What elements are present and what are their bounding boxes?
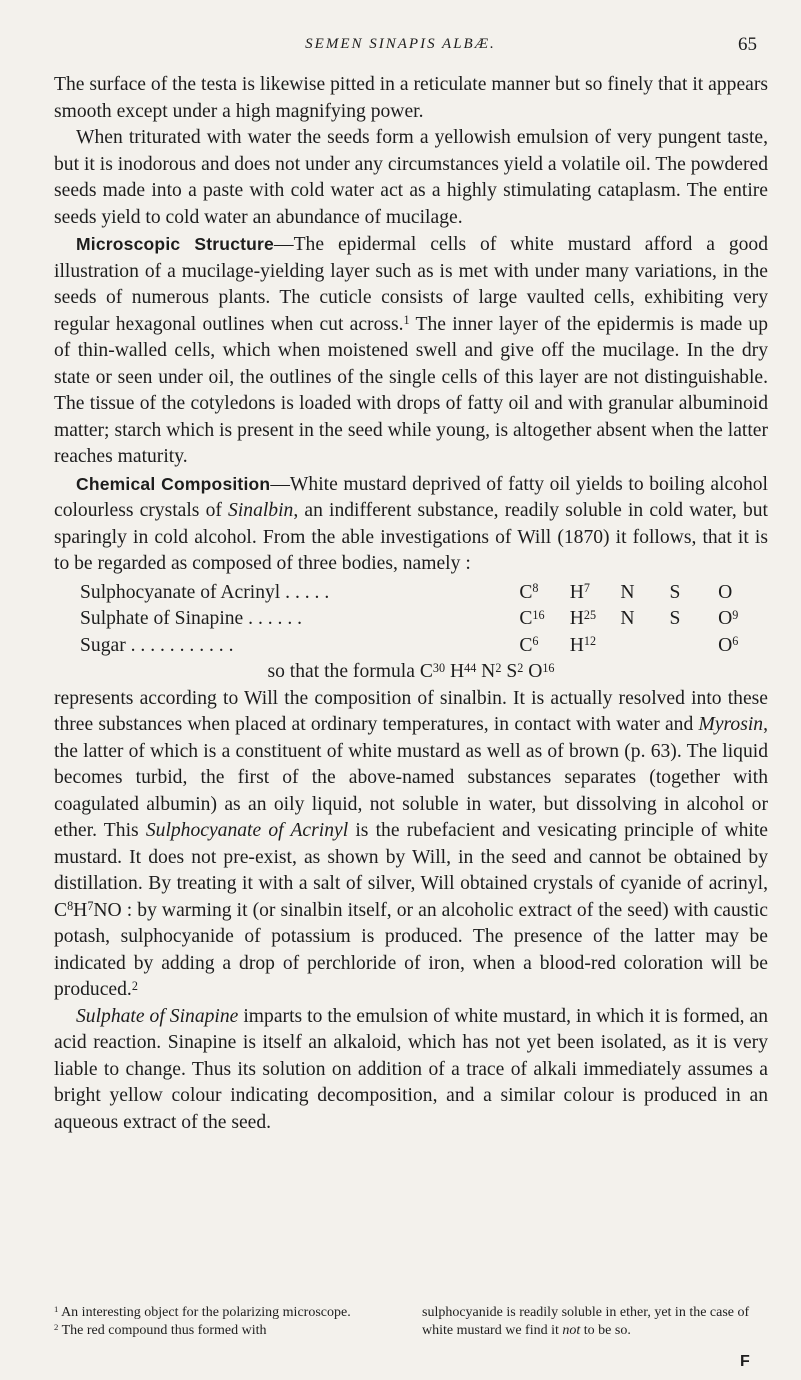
footnotes — [54, 1304, 768, 1339]
formula-cell — [718, 580, 768, 607]
section-heading-microscopic: Microscopic Structure — [76, 234, 274, 254]
signature-mark: F — [740, 1353, 750, 1370]
formula-count: 6 — [732, 634, 739, 649]
formula-element: C — [519, 608, 533, 629]
paragraph-text: : by warming it (or sinalbin itself, or an alcoholic extract of the seed) with caustic potash, sulphocyanide of potassium is produced. The presence of the latter may be indicated by adding a drop of perchloride of iron, when a blood-red coloration will be produced. — [54, 899, 768, 1000]
footnote-mark: 1 — [54, 1304, 59, 1315]
substance-name — [80, 606, 519, 633]
paragraph-text: —White mustard deprived of fatty oil yields to boiling alcohol colourless crystals of — [54, 473, 769, 521]
page-number: 65 — [738, 34, 757, 55]
formula-count: 2 — [517, 660, 524, 675]
formula-cell — [620, 606, 669, 633]
formula-count: 2 — [495, 660, 502, 675]
footnote-2-continued — [422, 1304, 768, 1339]
substance-label: Sugar . . . . . . . . . . . — [80, 634, 234, 656]
term-myrosin: Myrosin — [698, 714, 764, 735]
formula-cell — [570, 633, 621, 660]
main-text — [54, 72, 768, 1136]
formula-cell — [570, 580, 621, 607]
paragraph-text: is the rubefacient and vesicating principle of white mustard. It does not pre-exist, as shown by Will, in the seed and cannot be obtained by distillation. By treating it with a salt of silver, Will obtained crystals of cyanide of acrinyl, — [54, 820, 768, 894]
formula-count: 30 — [432, 660, 446, 675]
footnote-2 — [54, 1322, 418, 1340]
formula-cell — [620, 633, 669, 660]
paragraph-sinapine — [54, 1004, 768, 1137]
formula-element: H — [73, 899, 88, 921]
footnote-mark: 2 — [54, 1321, 59, 1332]
formula-element: N — [620, 608, 635, 629]
footnotes-left-column — [54, 1304, 418, 1339]
running-head: SEMEN SINAPIS ALBÆ. — [305, 36, 496, 52]
paragraph-text: , an indifferent substance, readily soluble in cold water, but sparingly in cold alcohol. From the able investigations of Will (1870) it follows, that it is to be regarded as composed of three bodies, namely : — [54, 500, 768, 574]
formula-element: O — [718, 581, 733, 603]
footnote-ref[interactable]: 1 — [403, 313, 410, 328]
formula-element: O — [718, 608, 733, 629]
substance-label: Sulphocyanate of Acrinyl . . . . . — [80, 581, 330, 603]
term-sinalbin: Sinalbin — [228, 500, 294, 521]
formula-line — [54, 659, 768, 686]
inline-formula — [54, 900, 122, 921]
formula-count: 7 — [583, 581, 590, 596]
composition-table — [80, 580, 768, 660]
formula-element: C — [54, 899, 68, 921]
formula-cell — [669, 580, 718, 607]
footnote-emphasis: not — [562, 1322, 581, 1338]
footnote-1 — [54, 1304, 418, 1322]
formula-count: 7 — [87, 899, 94, 914]
footnote-text: An interesting object for the polarizing microscope. — [58, 1305, 351, 1320]
formula-element: H — [449, 661, 465, 682]
paragraph: The surface of the testa is likewise pitted in a reticulate manner but so finely that it appears smooth except under a high magnifying power. — [54, 74, 768, 122]
formula-count: 16 — [532, 607, 545, 622]
formula-element: S — [506, 661, 518, 682]
formula-element: H — [569, 634, 584, 656]
formula-element: N — [620, 581, 635, 603]
paragraph-microscopic — [54, 231, 768, 471]
paragraph-text: imparts to the emulsion of white mustard, in which it is formed, an acid reaction. Sinapine is itself an alkaloid, which has not yet been isolated, as it is very liable to change. Thus its solution on addition of a trace of alkali immediately assumes a bright yellow colour indicating decomposition, and a similar colour is produced in an aqueous extract of the seed. — [54, 1005, 768, 1133]
footnote-ref[interactable]: 2 — [131, 978, 138, 993]
formula-element: NO — [93, 899, 122, 921]
formula-cell — [669, 606, 718, 633]
formula-element: H — [569, 581, 584, 603]
formula-element: S — [669, 608, 681, 629]
footnotes-right-column — [418, 1304, 768, 1339]
formula-count: 16 — [542, 660, 555, 675]
paragraph-text: The inner layer of the epidermis is made up of thin-walled cells, which when moistened swell and give off the mucilage. In the dry state or seen under oil, the outlines of the single cells of this layer are not distinguishable. The tissue of the cotyledons is loaded with drops of fatty oil and with granular albuminoid matter; starch which is present in the seed while young, is altogether absent when the latter reaches maturity. — [54, 313, 768, 467]
composition-row — [80, 580, 768, 607]
formula-cell — [570, 606, 621, 633]
formula-count: 44 — [464, 660, 477, 675]
paragraph-text: represents according to Will the composition of sinalbin. It is actually resolved into these three substances when placed at ordinary temperatures, in contact with water and — [54, 687, 768, 735]
substance-label: Sulphate of Sinapine . . . . . . — [80, 608, 303, 629]
formula-element: C — [519, 581, 533, 603]
section-heading-chemical: Chemical Composition — [76, 473, 271, 494]
formula-element: H — [569, 608, 584, 629]
formula-cell — [620, 580, 669, 607]
formula-prefix: so that the formula — [267, 661, 420, 682]
formula-element: O — [528, 661, 543, 682]
paragraph-text: —The epidermal cells of white mustard afford a good illustration of a mucilage-yielding layer such as is met with under many variations, in the seeds of numerous plants. The cuticle consists of large vaulted cells, exhibiting very regular hexagonal outlines when cut across. — [54, 234, 769, 335]
substance-name — [80, 633, 519, 660]
formula-cell — [718, 606, 768, 633]
page-header — [0, 36, 801, 66]
formula-element: C — [519, 634, 533, 656]
formula-cell — [519, 606, 569, 633]
term-sulphocyanate: Sulphocyanate of Acrinyl — [145, 820, 349, 841]
formula-count: 25 — [583, 607, 597, 622]
paragraph-text: , the latter of which is a constituent of white mustard as well as of brown (p. 63). The liquid becomes turbid, the first of the above-named substances separates (together with coagulated albumin) as an oily liquid, not soluble in water, but dissolving in alcohol or ether. This — [54, 714, 768, 841]
formula-element: S — [669, 581, 681, 603]
formula-element: N — [481, 661, 496, 682]
formula-count: 6 — [532, 634, 539, 649]
formula-count: 8 — [532, 581, 539, 596]
formula-element: C — [419, 661, 433, 682]
formula-cell — [718, 633, 768, 660]
footnote-text: to be so. — [580, 1322, 631, 1338]
formula-cell — [519, 633, 569, 660]
substance-name — [80, 580, 519, 607]
formula-count: 9 — [732, 607, 739, 622]
paragraph: When triturated with water the seeds form a yellowish emulsion of very pungent taste, but it is inodorous and does not under any circumstances yield a volatile oil. The powdered seeds made into a paste with cold water act as a highly stimulating cataplasm. The entire seeds yield to cold water an abundance of mucilage. — [54, 127, 768, 228]
formula-element: O — [718, 634, 733, 656]
formula-cell — [519, 580, 569, 607]
formula-count: 12 — [583, 634, 597, 649]
footnote-text: sulphocyanide is readily soluble in ether, yet in the case of white mustard we find it — [422, 1305, 750, 1338]
composition-row — [80, 606, 768, 633]
formula-cell — [669, 633, 718, 660]
footnote-text: The red compound thus formed with — [58, 1322, 267, 1338]
formula-count: 8 — [67, 899, 74, 914]
term-sulphate-sinapine: Sulphate of Sinapine — [76, 1005, 239, 1027]
composition-row — [80, 633, 768, 660]
paragraph-continuation — [54, 686, 768, 1004]
paragraph-chemical — [54, 471, 768, 578]
